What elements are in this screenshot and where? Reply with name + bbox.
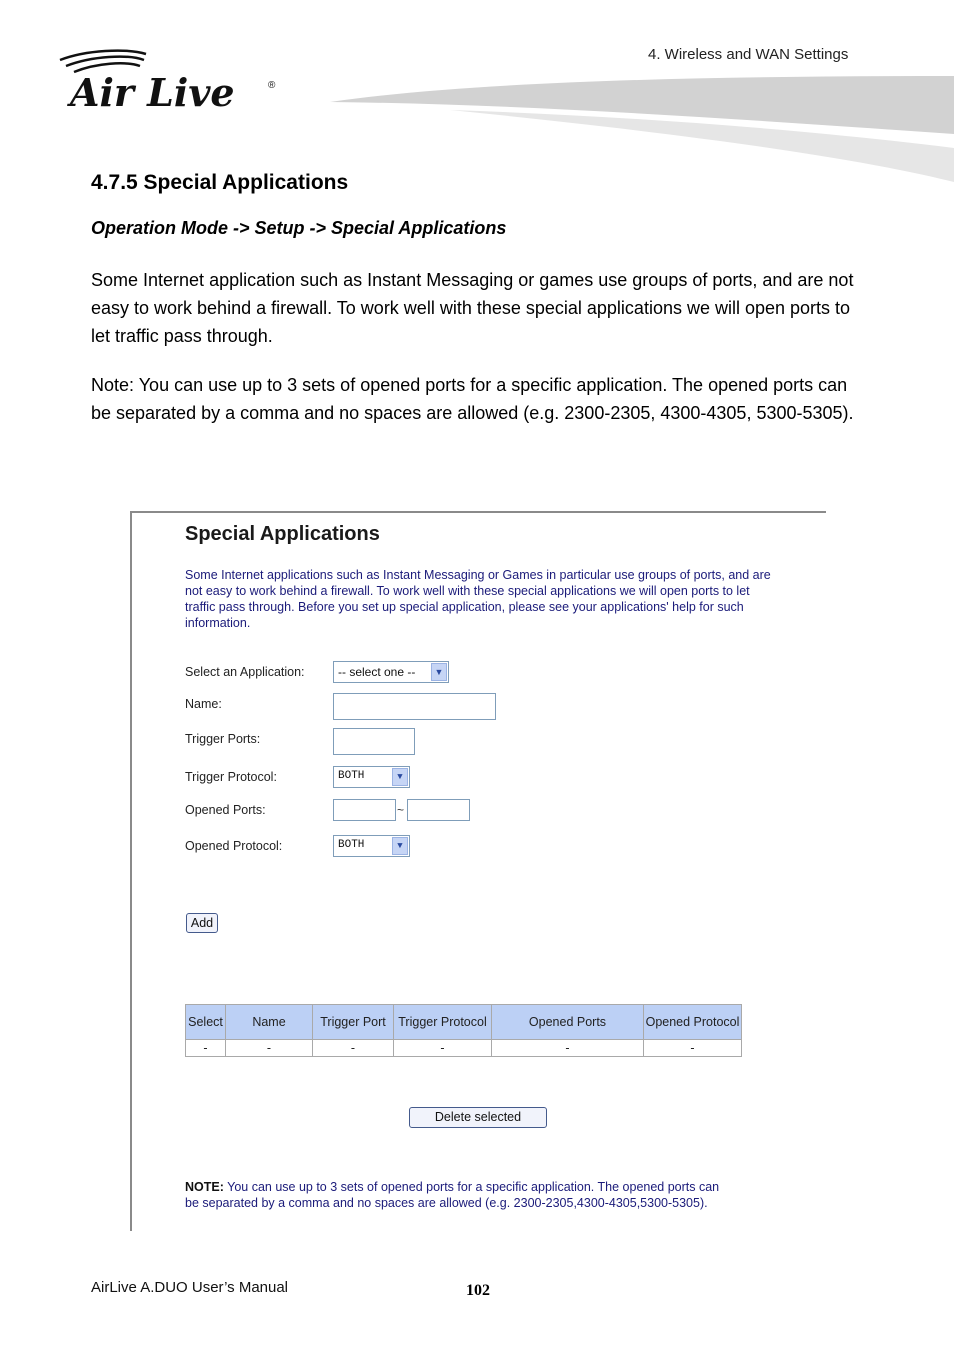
note-text: You can use up to 3 sets of opened ports for a specific application. The opened ports can be separated by a comma and no spaces are allowed (e.g. 2300-2305,4300-4305,5300-5305). <box>185 1180 720 1210</box>
column-header-opened-protocol: Opened Protocol <box>644 1005 742 1040</box>
name-input[interactable] <box>333 693 496 720</box>
intro-paragraph: Some Internet application such as Instant Messaging or games use groups of ports, and are not easy to work behind a firewall. To work well with these special applications we will open ports to let traffic pass through. <box>91 270 854 346</box>
trigger-protocol-value: BOTH <box>338 770 365 782</box>
delete-selected-button[interactable]: Delete selected <box>409 1107 547 1128</box>
trigger-protocol-label: Trigger Protocol: <box>185 770 277 784</box>
opened-ports-to-input[interactable] <box>407 799 470 821</box>
trigger-protocol-dropdown[interactable] <box>333 766 410 788</box>
special-applications-table <box>185 1004 742 1057</box>
chevron-down-icon[interactable]: ▼ <box>392 837 408 855</box>
select-application-dropdown[interactable] <box>333 661 449 683</box>
column-header-select: Select <box>186 1005 226 1040</box>
ui-note <box>185 1179 725 1211</box>
table-cell: - <box>644 1040 742 1057</box>
table-cell: - <box>226 1040 313 1057</box>
navigation-path: Operation Mode -> Setup -> Special Applications <box>91 218 507 238</box>
table-cell: - <box>394 1040 492 1057</box>
trigger-protocol-row <box>185 766 785 790</box>
column-header-trigger-port: Trigger Port <box>313 1005 394 1040</box>
column-header-name: Name <box>226 1005 313 1040</box>
trigger-ports-input[interactable] <box>333 728 415 755</box>
opened-protocol-label: Opened Protocol: <box>185 839 283 853</box>
airlive-logo <box>56 48 286 118</box>
select-application-label: Select an Application: <box>185 665 305 679</box>
table-cell: - <box>186 1040 226 1057</box>
add-button[interactable]: Add <box>186 913 218 933</box>
table-row <box>186 1040 742 1057</box>
chapter-header: 4. Wireless and WAN Settings <box>648 46 849 63</box>
note-label: NOTE: <box>185 1180 224 1194</box>
ui-description: Some Internet applications such as Instant Messaging or Games in particular use groups of ports, and are not easy to work behind a firewall. To work well with these special applications we will open ports to let traffic pass through. Before you set up special application, please see your applications' help for such information. <box>185 568 771 630</box>
note-paragraph: Note: You can use up to 3 sets of opened ports for a specific application. The opened ports can be separated by a comma and no spaces are allowed (e.g. 2300-2305, 4300-4305, 5300-5305). <box>91 375 854 423</box>
table-cell: - <box>492 1040 644 1057</box>
page-number: 102 <box>466 1282 490 1299</box>
footer-manual-title: AirLive A.DUO User’s Manual <box>91 1279 289 1296</box>
name-row <box>185 693 785 717</box>
opened-ports-row <box>185 799 785 823</box>
section-title: 4.7.5 Special Applications <box>91 171 349 194</box>
column-header-opened-ports: Opened Ports <box>492 1005 644 1040</box>
opened-ports-separator: ~ <box>397 803 405 817</box>
svg-text:®: ® <box>268 80 276 91</box>
chevron-down-icon[interactable]: ▼ <box>431 663 447 681</box>
opened-protocol-value: BOTH <box>338 839 365 851</box>
select-application-value: -- select one -- <box>338 665 416 679</box>
header-swoosh-graphic <box>330 70 954 190</box>
column-header-trigger-protocol: Trigger Protocol <box>394 1005 492 1040</box>
opened-protocol-dropdown[interactable] <box>333 835 410 857</box>
ui-page-title: Special Applications <box>185 523 380 545</box>
table-header-row <box>186 1005 742 1040</box>
opened-ports-from-input[interactable] <box>333 799 396 821</box>
trigger-ports-label: Trigger Ports: <box>185 732 261 746</box>
opened-ports-label: Opened Ports: <box>185 803 266 817</box>
name-label: Name: <box>185 697 222 711</box>
table-cell: - <box>313 1040 394 1057</box>
svg-text:Air Live: Air Live <box>70 70 235 115</box>
opened-protocol-row <box>185 835 785 859</box>
trigger-ports-row <box>185 728 785 752</box>
select-application-row <box>185 661 785 685</box>
chevron-down-icon[interactable]: ▼ <box>392 768 408 786</box>
special-applications-screenshot <box>130 511 826 1231</box>
